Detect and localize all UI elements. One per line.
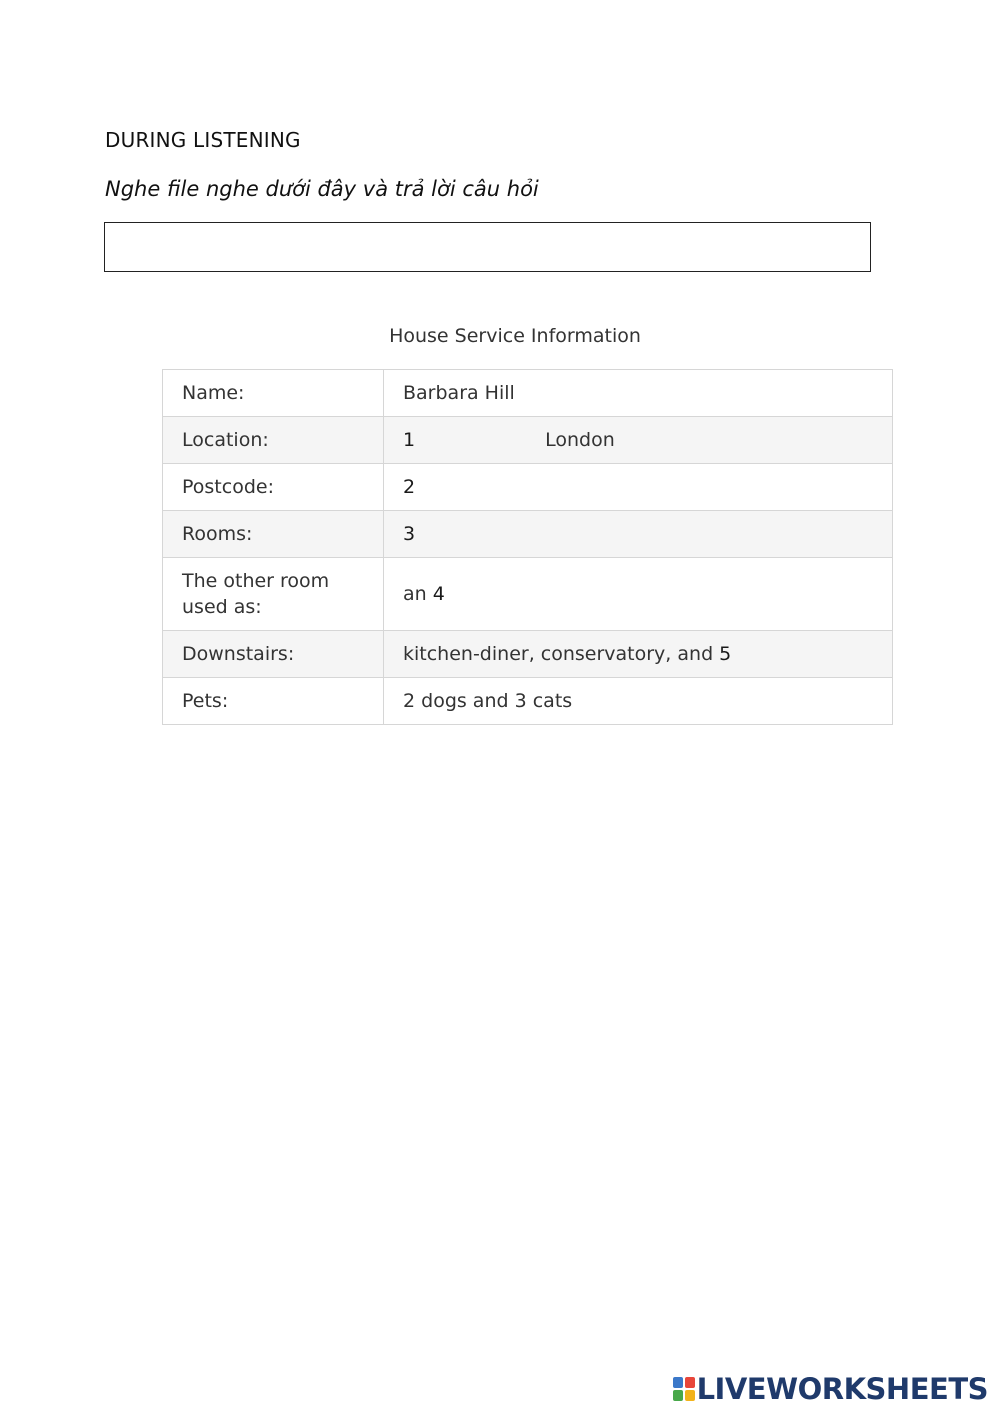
liveworksheets-logo xyxy=(673,1372,988,1406)
row-value xyxy=(384,417,893,464)
table-title: House Service Information xyxy=(389,325,641,347)
table-row-postcode xyxy=(163,464,893,511)
row-value xyxy=(384,558,893,631)
answer-blank-1[interactable]: 1 xyxy=(403,429,416,451)
table-row-location xyxy=(163,417,893,464)
row-label: The other room used as: xyxy=(163,558,384,631)
table-row-pets xyxy=(163,678,893,725)
table-row-rooms xyxy=(163,511,893,558)
row-value-suffix: London xyxy=(545,429,615,451)
instruction-text: Nghe file nghe dưới đây và trả lời câu hỏi xyxy=(105,177,539,201)
logo-square xyxy=(685,1377,695,1388)
logo-square xyxy=(673,1377,683,1388)
row-value: Barbara Hill xyxy=(384,370,893,417)
row-value xyxy=(384,464,893,511)
answer-blank-3[interactable]: 3 xyxy=(403,523,416,545)
row-label: Postcode: xyxy=(163,464,384,511)
answer-blank-5[interactable]: 5 xyxy=(719,643,732,665)
row-value: 2 dogs and 3 cats xyxy=(384,678,893,725)
row-label: Location: xyxy=(163,417,384,464)
audio-player-box[interactable] xyxy=(104,222,871,272)
house-service-table xyxy=(162,369,893,725)
row-label: Rooms: xyxy=(163,511,384,558)
row-value-prefix: an xyxy=(403,583,427,605)
liveworksheets-logo-icon xyxy=(673,1377,695,1401)
row-value xyxy=(384,511,893,558)
logo-square xyxy=(673,1390,683,1401)
table-row-downstairs xyxy=(163,631,893,678)
table-row-other-room xyxy=(163,558,893,631)
row-value-prefix: kitchen-diner, conservatory, and xyxy=(403,643,714,665)
table-row-name xyxy=(163,370,893,417)
liveworksheets-wordmark: LIVEWORKSHEETS xyxy=(696,1372,988,1406)
row-value xyxy=(384,631,893,678)
row-label: Pets: xyxy=(163,678,384,725)
answer-blank-4[interactable]: 4 xyxy=(432,583,445,605)
answer-blank-2[interactable]: 2 xyxy=(403,476,416,498)
row-label: Name: xyxy=(163,370,384,417)
logo-square xyxy=(685,1390,695,1401)
row-label: Downstairs: xyxy=(163,631,384,678)
section-heading: DURING LISTENING xyxy=(105,128,301,152)
